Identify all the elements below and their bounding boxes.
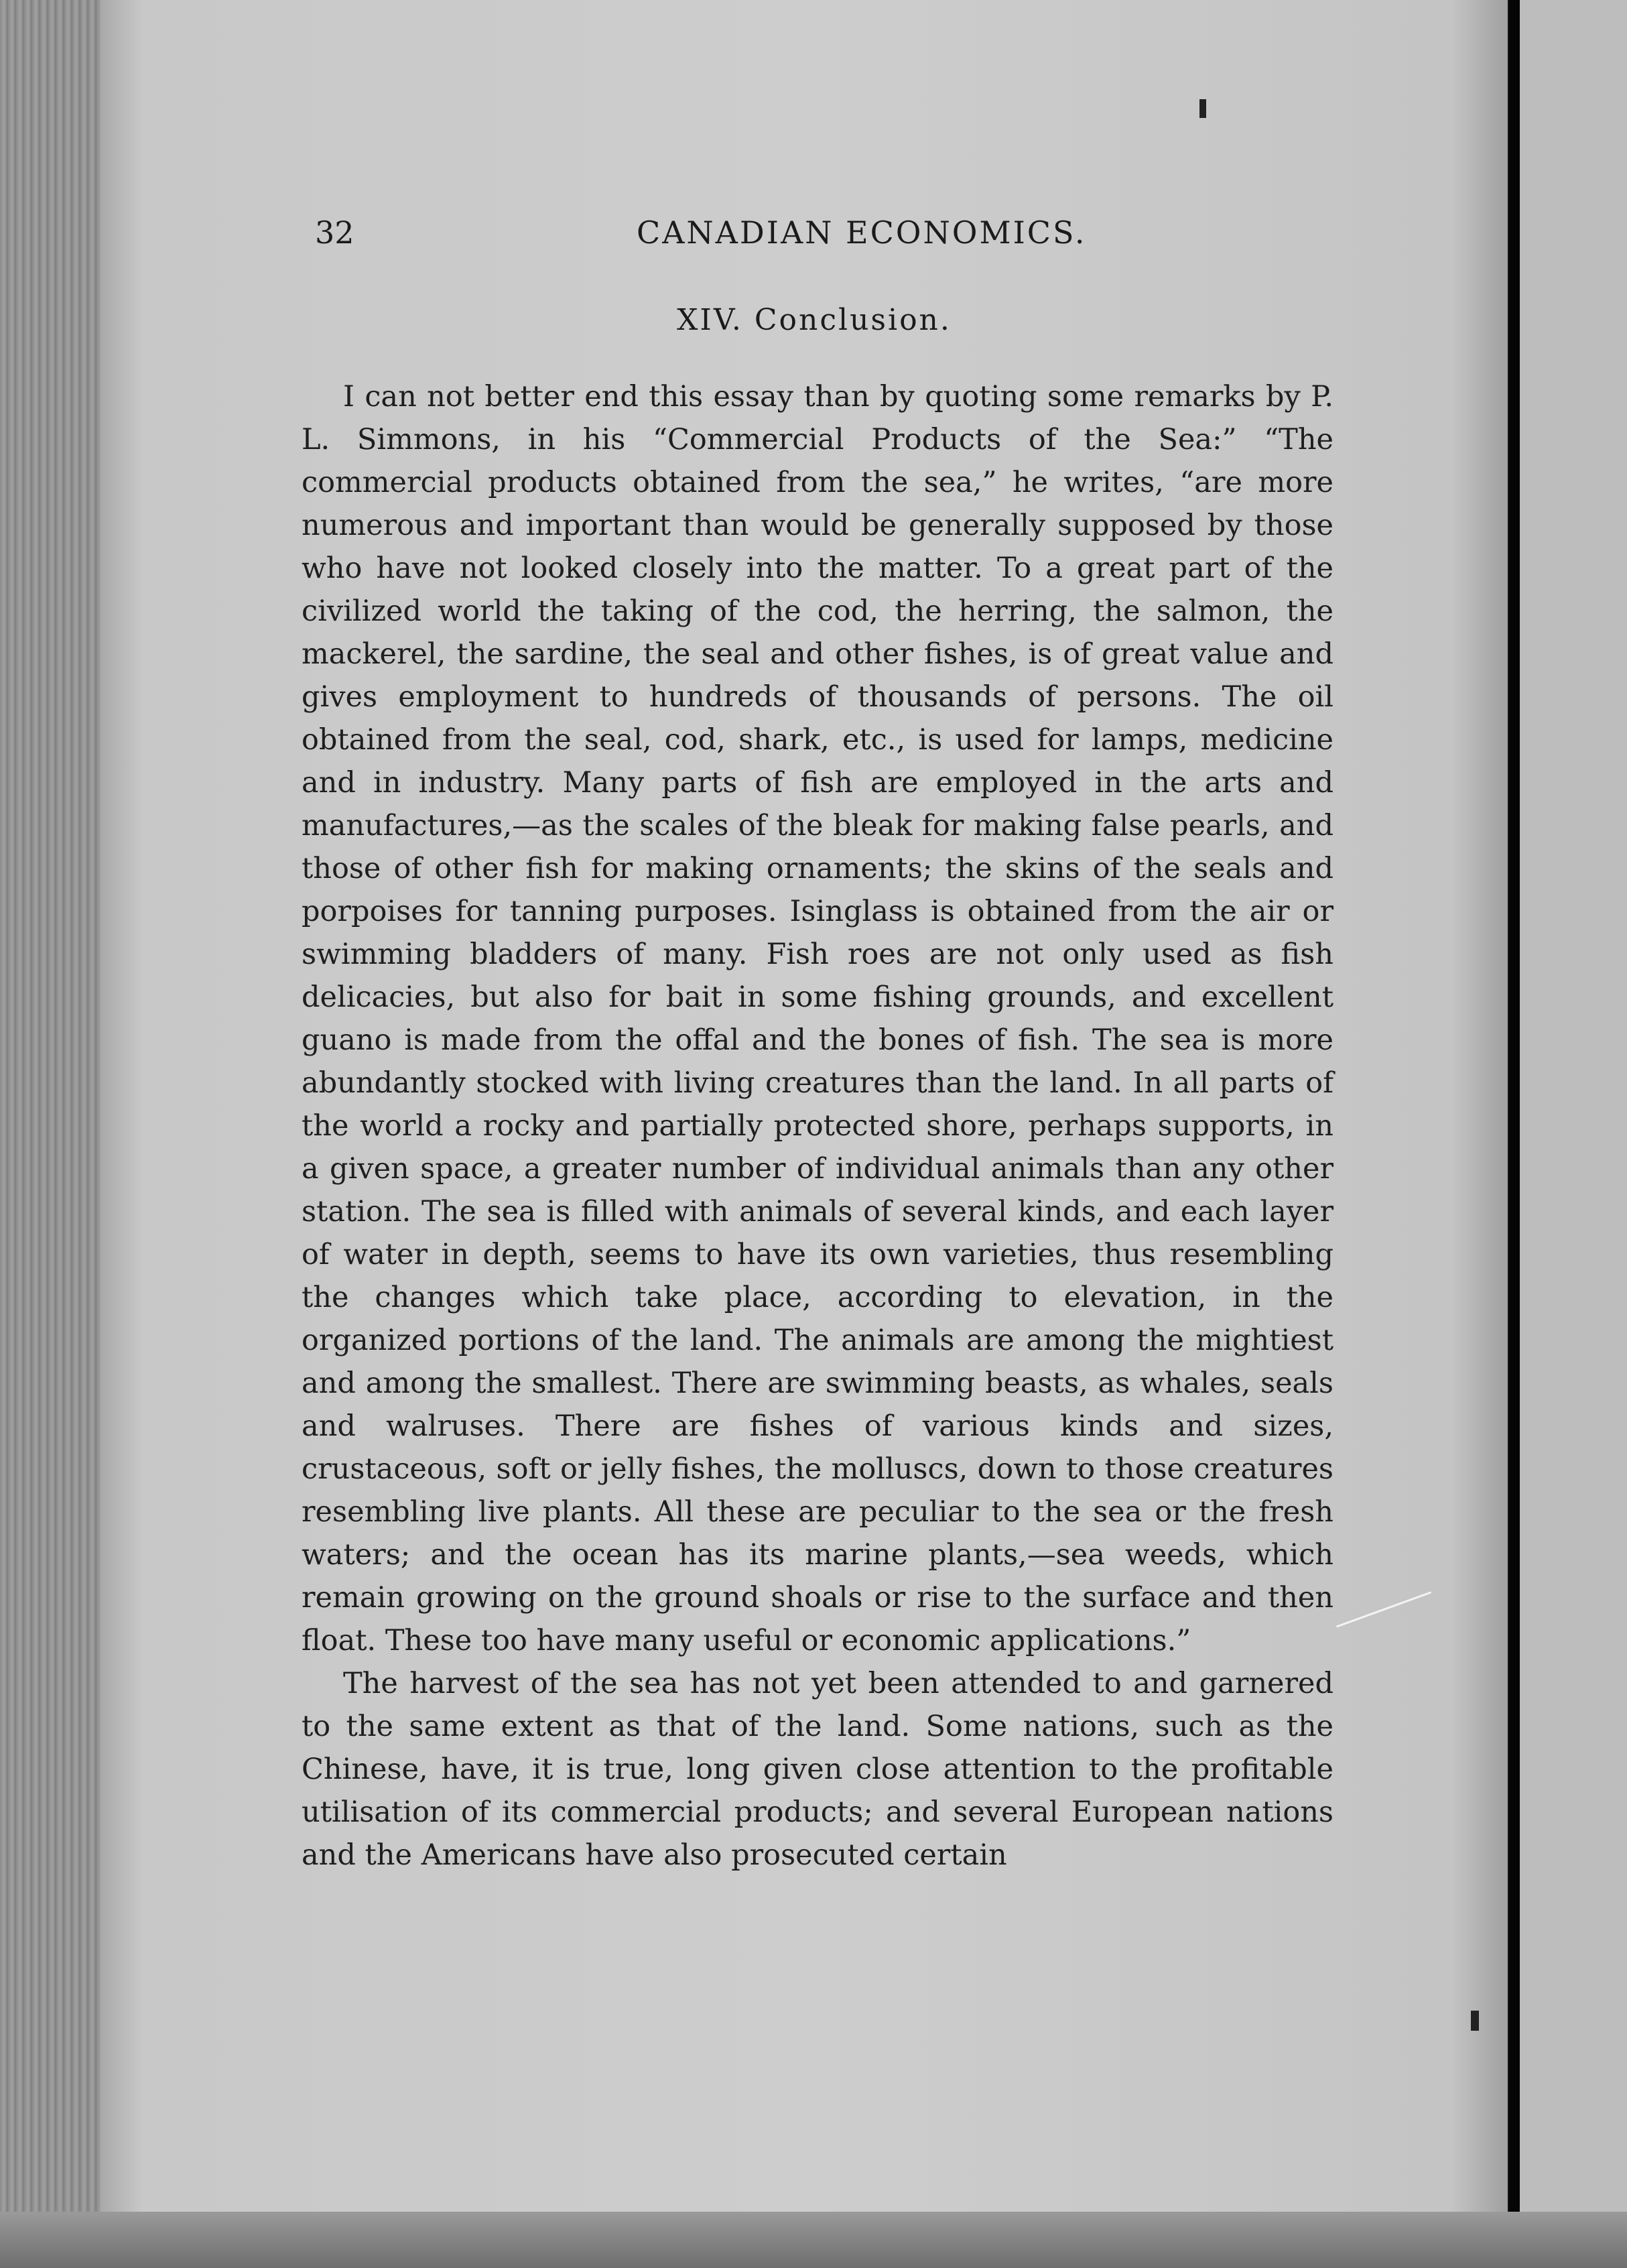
paragraph: I can not better end this essay than by quoting some remarks by P. L. Simmons, in his “Commercial Products of the Sea:” “The commercial products obtained from the sea,” he writes, “are more numerous and important than would be generally supposed by those who have not looked closely into the matter. To a great part of the civilized world the taking of the cod, the herring, the salmon, the mackerel, the sardine, the seal and other fishes, is of great value and gives employment to hundreds of thousands of persons. The oil obtained from the seal, cod, shark, etc., is used for lamps, medicine and in industry. Many parts of fish are employed in the arts and manufactures,—as the scales of the bleak for making false pearls, and those of other fish for making ornaments; the skins of the seals and porpoises for tanning purposes. Isinglass is obtained from the air or swimming bladders of many. Fish roes are not only used as fish delicacies, but also for bait in some fishing grounds, and excellent guano is made from the offal and the bones of fish. The sea is more abundantly stocked with living creatures than the land. In all parts of the world a rocky and partially protected shore, perhaps supports, in a given space, a greater number of individual animals than any other station. The sea is filled with animals of several kinds, and each layer of water in depth, seems to have its own varieties, thus resembling the changes which take place, according to elevation, in the organized portions of the land. The animals are among the mightiest and among the smallest. There are swimming beasts, as whales, seals and walruses. There are fishes of various kinds and sizes, crustaceous, soft or jelly fishes, the molluscs, down to those creatures resembling live plants. All these are peculiar to the sea or the fresh waters; and the ocean has its marine plants,—sea weeds, which remain growing on the ground shoals or rise to the surface and then float. These too have many useful or economic applications.” [302,380,1333,1657]
section-heading: XIV. Conclusion. [677,303,952,337]
page-bottom-edge [0,2212,1627,2268]
binding-shadow [1509,0,1520,2268]
facing-page-edge [1520,0,1627,2268]
body-text [302,375,1333,1877]
paragraph: The harvest of the sea has not yet been attended to and garnered to the same extent as that of the land. Some nations, such as the Chinese, have, it is true, long given close attention to the profitable utilisation of its commercial products; and several European nations and the Americans have also prosecuted certain [302,1667,1333,1872]
ink-speck [1471,2011,1479,2031]
page-number: 32 [315,214,354,251]
page-edge-stack [0,0,107,2268]
ink-speck [1199,99,1206,118]
running-head-title: CANADIAN ECONOMICS. [637,214,1087,251]
running-header [315,214,1313,268]
